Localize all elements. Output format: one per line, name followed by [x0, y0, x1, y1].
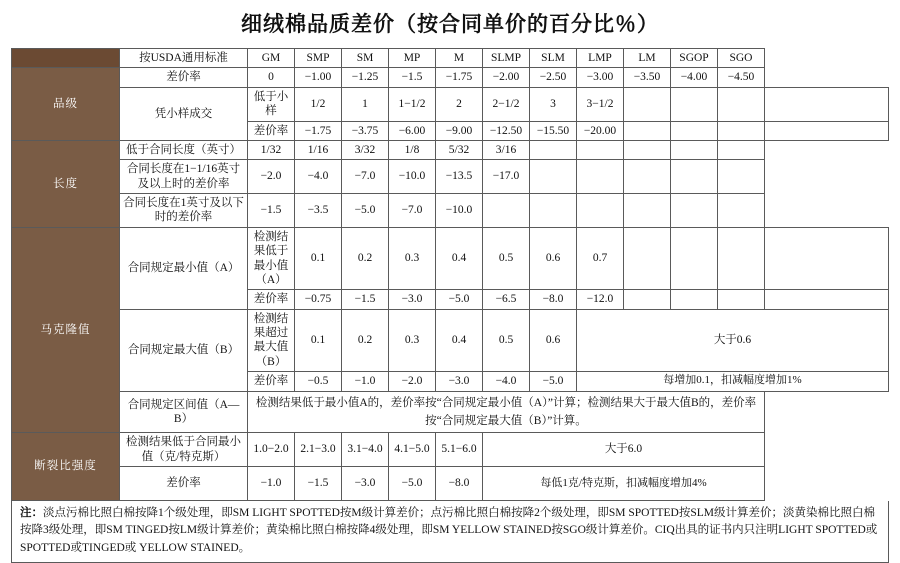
cell: −10.0 — [389, 160, 436, 194]
cell — [718, 290, 765, 309]
cell — [718, 121, 765, 140]
cell: −20.00 — [577, 121, 624, 140]
cell: −1.00 — [295, 68, 342, 87]
cell: −3.75 — [342, 121, 389, 140]
cell — [671, 87, 718, 121]
cell: 1/32 — [248, 140, 295, 159]
cell: −5.0 — [436, 290, 483, 309]
cell: −13.5 — [436, 160, 483, 194]
cell: −1.75 — [436, 68, 483, 87]
cell: −4.50 — [718, 68, 765, 87]
col-header-gm: GM — [248, 49, 295, 68]
cell: −12.50 — [483, 121, 530, 140]
cell — [530, 194, 577, 228]
cell: 1/8 — [389, 140, 436, 159]
quality-price-difference-table — [11, 48, 889, 501]
table-row — [12, 227, 889, 290]
col-header-smp: SMP — [295, 49, 342, 68]
cell — [765, 87, 889, 121]
footnote-label: 注： — [20, 507, 43, 520]
cell: −1.0 — [342, 372, 389, 391]
cell: −1.5 — [342, 290, 389, 309]
cell: −4.0 — [483, 372, 530, 391]
table-header-row — [12, 49, 889, 68]
col-header-lmp: LMP — [577, 49, 624, 68]
merged-cell: 大于0.6 — [577, 309, 889, 372]
col-header-m: M — [436, 49, 483, 68]
cell: 0.2 — [342, 309, 389, 372]
cell — [765, 290, 889, 309]
cell: 0.4 — [436, 227, 483, 290]
cell: 2−1/2 — [483, 87, 530, 121]
cell: 0.7 — [577, 227, 624, 290]
cell: −3.50 — [624, 68, 671, 87]
cell: −4.0 — [295, 160, 342, 194]
row-label-max-rate: 差价率 — [248, 372, 295, 391]
cell: 1−1/2 — [389, 87, 436, 121]
cell — [718, 227, 765, 290]
cell: −3.0 — [436, 372, 483, 391]
table-row — [12, 87, 889, 121]
cell — [624, 87, 671, 121]
range-rule-text: 检测结果低于最小值A的，差价率按“合同规定最小值（A）”计算；检测结果大于最大值B的，差价率按“合同规定最大值（B）”计算。 — [248, 391, 765, 433]
row-label-grade-rate: 差价率 — [120, 68, 248, 87]
cell: −8.0 — [530, 290, 577, 309]
cell: 3.1−4.0 — [342, 433, 389, 467]
cell — [765, 121, 889, 140]
cell: −10.0 — [436, 194, 483, 228]
cell: −8.0 — [436, 467, 483, 501]
cell: 0.1 — [295, 227, 342, 290]
cell: 0.3 — [389, 227, 436, 290]
group-label-min-value: 合同规定最小值（A） — [120, 227, 248, 309]
cell: 4.1−5.0 — [389, 433, 436, 467]
cell — [718, 87, 765, 121]
cell — [718, 140, 765, 159]
table-row — [12, 309, 889, 372]
spec-header: 按USDA通用标准 — [120, 49, 248, 68]
section-label-length: 长度 — [12, 140, 120, 227]
cell: 0.5 — [483, 309, 530, 372]
cell: 3−1/2 — [577, 87, 624, 121]
cell: −1.25 — [342, 68, 389, 87]
row-label-length-0: 低于合同长度（英寸） — [120, 140, 248, 159]
cell: 2.1−3.0 — [295, 433, 342, 467]
cell — [671, 140, 718, 159]
cell: 0.6 — [530, 309, 577, 372]
table-row — [12, 194, 889, 228]
cell — [671, 160, 718, 194]
table-row — [12, 433, 889, 467]
row-label-below-min-strength: 检测结果低于合同最小值（克/特克斯） — [120, 433, 248, 467]
footnote-text: 淡点污棉比照白棉按降1个级处理，即SM LIGHT SPOTTED按M级计算差价；点污棉比照白棉按降2个级处理，即SM SPOTTED按SLM级计算差价；淡黄染棉比照白棉按降3级处理，即SM TINGED按LM级计算差价；黄染棉比照白棉按降4级处理，即SM YELLOW STAINED按SGO级计算差价。CIQ出具的证书内只注明LIGHT SPOTTED或SPOTTED或TINGED或 YELLOW STAINED。 — [20, 507, 878, 554]
cell: −7.0 — [389, 194, 436, 228]
cell — [530, 160, 577, 194]
row-label-above-max: 检测结果超过最大值（B） — [248, 309, 295, 372]
col-header-sgop: SGOP — [671, 49, 718, 68]
cell — [624, 160, 671, 194]
cell — [671, 227, 718, 290]
table-row — [12, 160, 889, 194]
cell: 0 — [248, 68, 295, 87]
table-row — [12, 467, 889, 501]
cell: −1.5 — [295, 467, 342, 501]
col-header-sgo: SGO — [718, 49, 765, 68]
cell: −1.5 — [248, 194, 295, 228]
cell: −5.0 — [342, 194, 389, 228]
cell — [577, 160, 624, 194]
cell: 0.2 — [342, 227, 389, 290]
cell — [530, 140, 577, 159]
cell — [577, 140, 624, 159]
cell: −15.50 — [530, 121, 577, 140]
row-label-below-sample: 低于小样 — [248, 87, 295, 121]
cell — [483, 194, 530, 228]
col-header-slm: SLM — [530, 49, 577, 68]
col-header-lm: LM — [624, 49, 671, 68]
cell: −1.0 — [248, 467, 295, 501]
cell: −2.0 — [248, 160, 295, 194]
cell: −3.0 — [389, 290, 436, 309]
row-label-min-rate: 差价率 — [248, 290, 295, 309]
cell: −3.0 — [342, 467, 389, 501]
cell: −1.5 — [389, 68, 436, 87]
col-header-mp: MP — [389, 49, 436, 68]
cell: −3.5 — [295, 194, 342, 228]
row-label-length-1: 合同长度在1−1/16英寸及以上时的差价率 — [120, 160, 248, 194]
section-label-grade: 品级 — [12, 68, 120, 141]
cell — [671, 121, 718, 140]
row-label-grade-rate-2: 差价率 — [248, 121, 295, 140]
cell — [718, 160, 765, 194]
section-label-strength: 断裂比强度 — [12, 433, 120, 501]
cell — [624, 194, 671, 228]
group-label-max-value: 合同规定最大值（B） — [120, 309, 248, 391]
row-label-below-min: 检测结果低于最小值（A） — [248, 227, 295, 290]
cell: 0.3 — [389, 309, 436, 372]
cell: 3/16 — [483, 140, 530, 159]
cell: 5/32 — [436, 140, 483, 159]
cell — [624, 227, 671, 290]
row-label-length-2: 合同长度在1英寸及以下时的差价率 — [120, 194, 248, 228]
footnote — [11, 501, 889, 563]
section-label-micronaire: 马克隆值 — [12, 227, 120, 433]
cell: −7.0 — [342, 160, 389, 194]
cell: −1.75 — [295, 121, 342, 140]
cell: −0.75 — [295, 290, 342, 309]
cell: 3 — [530, 87, 577, 121]
cell — [718, 194, 765, 228]
cell: 3/32 — [342, 140, 389, 159]
cell: 5.1−6.0 — [436, 433, 483, 467]
cell: −4.00 — [671, 68, 718, 87]
cell — [624, 140, 671, 159]
cell: −2.00 — [483, 68, 530, 87]
merged-cell: 大于6.0 — [483, 433, 765, 467]
cell: −6.00 — [389, 121, 436, 140]
table-corner-cell — [12, 49, 120, 68]
cell: −12.0 — [577, 290, 624, 309]
merged-cell: 每增加0.1，扣减幅度增加1% — [577, 372, 889, 391]
group-label-sample-deal: 凭小样成交 — [120, 87, 248, 140]
cell: −5.0 — [389, 467, 436, 501]
cell: 2 — [436, 87, 483, 121]
cell: −9.00 — [436, 121, 483, 140]
group-label-range-value: 合同规定区间值（A—B） — [120, 391, 248, 433]
cell — [671, 290, 718, 309]
cell: 0.5 — [483, 227, 530, 290]
merged-cell: 每低1克/特克斯，扣减幅度增加4% — [483, 467, 765, 501]
cell: −2.50 — [530, 68, 577, 87]
cell — [624, 290, 671, 309]
cell — [671, 194, 718, 228]
cell: 1/16 — [295, 140, 342, 159]
cell: 0.4 — [436, 309, 483, 372]
cell — [624, 121, 671, 140]
cell: −3.00 — [577, 68, 624, 87]
table-row — [12, 68, 889, 87]
cell: −6.5 — [483, 290, 530, 309]
col-header-sm: SM — [342, 49, 389, 68]
cell: −0.5 — [295, 372, 342, 391]
cell: −5.0 — [530, 372, 577, 391]
cell: 1/2 — [295, 87, 342, 121]
cell: 1.0−2.0 — [248, 433, 295, 467]
cell — [577, 194, 624, 228]
cell: −2.0 — [389, 372, 436, 391]
cell: 1 — [342, 87, 389, 121]
row-label-strength-rate: 差价率 — [120, 467, 248, 501]
table-row — [12, 140, 889, 159]
cell: 0.1 — [295, 309, 342, 372]
cell: 0.6 — [530, 227, 577, 290]
cell — [765, 227, 889, 290]
col-header-slmp: SLMP — [483, 49, 530, 68]
page-title: 细绒棉品质差价（按合同单价的百分比％） — [241, 13, 659, 36]
table-row — [12, 391, 889, 433]
cell: −17.0 — [483, 160, 530, 194]
